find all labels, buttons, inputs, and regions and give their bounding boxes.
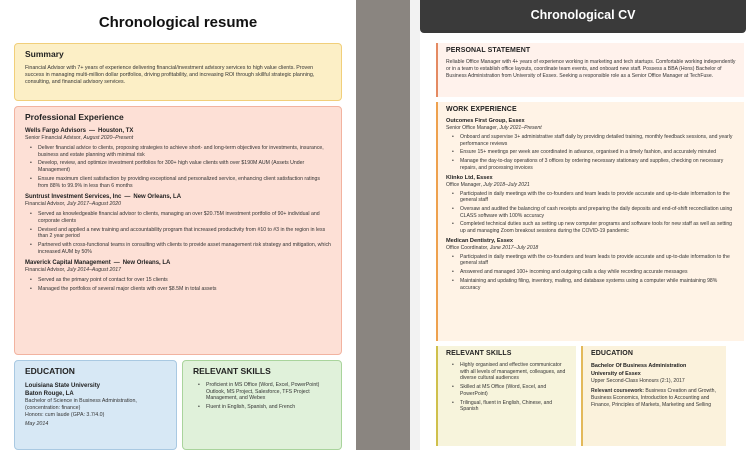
job-dates: July 2021–Present bbox=[499, 125, 542, 131]
skill-item: • Trilingual, fluent in English, Chinese, and Spanish bbox=[460, 400, 568, 413]
statement-heading: PERSONAL STATEMENT bbox=[446, 47, 531, 54]
job-dates: June 2017–July 2018 bbox=[489, 244, 539, 251]
job-bullet: • Served as knowledgeable financial advisor to clients, managing an over $20.75M investment portfolio of 90+ individual and corporate clients bbox=[38, 211, 331, 224]
experience-section bbox=[14, 106, 342, 355]
education-degree: Bachelor of Science in Business Administration, (concentration: finance) bbox=[25, 398, 137, 411]
job-bullet: • Deliver financial advice to clients, proposing strategies to achieve short- and long-term objectives for investments, insurance, business and estate planning with minimal risk bbox=[38, 145, 331, 158]
cv-skills-section bbox=[436, 346, 576, 446]
summary-section bbox=[14, 43, 342, 101]
job-bullet: • Partnered with cross-functional teams in consulting with clients to provide asset management risk strategy and mitigation, which increased AUM by 50% bbox=[38, 242, 331, 255]
job-entry: Wells Fargo Advisors — Houston, TX Senior Financial Advisor, August 2020–Present • Deliver financial advice to clients, proposing strategies to achieve short- and long-term objectives for investments, insurance, business and estate planning with minimal risk • Develop, review, and optimize investment portfolios for 300+ high value clients with over $190M AUM (Assets Under Management) • Ensure maximum client satisfaction by providing exceptional and personalized service, enhancing client satisfaction ratings from 88% to 99.9% in less than 6 months bbox=[25, 128, 331, 189]
job-company: Klinko Ltd, Essex bbox=[446, 174, 493, 181]
skill-item: • Highly organised and effective communicator with all levels of management, colleagues, and diverse cultural audiences bbox=[460, 362, 568, 382]
job-bullet: • Manage the day-to-day operations of 3 offices by ordering necessary stationary and supplies, checking on necessary repairs, and processing invoices bbox=[460, 158, 736, 171]
job-entry bbox=[446, 175, 736, 235]
work-heading: WORK EXPERIENCE bbox=[446, 106, 517, 113]
cv-education-degree: Bachelor Of Business Administration bbox=[591, 363, 687, 369]
job-bullet: • Managed the portfolios of several major clients with over $8.5M in total assets bbox=[38, 286, 331, 293]
job-role: Financial Advisor, bbox=[25, 201, 66, 208]
job-bullet: • Participated in daily meetings with the co-founders and team leads to provide accurate and up-to-date information to the general staff bbox=[460, 254, 736, 267]
job-entry: Suntrust Investment Services, Inc — New Orleans, LA Financial Advisor, July 2017–August 2020 • Served as knowledgeable financial advisor to clients, managing an over $20.75M investment portfolio of 90+ individual and corporate clients • Devised and applied a new training and accountability program that increased productivity from #10 to #3 in the region in less than 2 year period • Partnered with cross-functional teams in consulting with clients to provide asset management risk strategy and mitigation, which increased AUM by 50% bbox=[25, 194, 331, 255]
work-experience-section bbox=[436, 102, 744, 341]
coursework-text: Business Creation and Growth, Business Economics, Introduction to Accounting and Finance, Principles of Markets, Marketing and Selling bbox=[591, 388, 716, 408]
statement-text: Reliable Office Manager with 4+ years of experience working in marketing and tech startups. Comfortable working independently or in a team to establish office layouts, coordinate team events, and onboard new staff. Possess a BBA (Hons) Bachelor of Business Administration from University of Essex. Seeking a responsible role as a Senior Office Manager at TechFuse. bbox=[446, 59, 736, 79]
experience-heading: Professional Experience bbox=[25, 112, 124, 122]
job-bullet: • Devised and applied a new training and accountability program that increased productivity from #10 to #3 in the region in less than 2 year period bbox=[38, 227, 331, 240]
skill-item: • Proficient in MS Office (Word, Excel, PowerPoint) Outlook, MS Project, Salesforce, TFS Project Management, and Webex bbox=[206, 382, 331, 402]
job-dates: July 2018–July 2021 bbox=[483, 181, 530, 188]
job-role: Senior Office Manager, bbox=[446, 125, 499, 131]
job-company: Medican Dentistry, Essex bbox=[446, 237, 514, 244]
job-bullet: • Completed technical duties such as setting up new computer programs and software tools for new staff as well as setting up and managing Zoom breakout sessions during the COVID-19 pandemic bbox=[460, 221, 736, 234]
personal-statement-section bbox=[436, 43, 744, 97]
job-bullet: • Ensure 15+ meetings per week are coordinated in advance, organised in a timely fashion, and accurately minuted bbox=[460, 149, 736, 156]
cv-education-heading: EDUCATION bbox=[591, 350, 633, 357]
job-location: New Orleans, LA bbox=[133, 194, 182, 201]
skill-item: • Fluent in English, Spanish, and French bbox=[206, 404, 331, 411]
job-bullet: • Served as the primary point of contact for over 15 clients bbox=[38, 277, 331, 284]
job-entry bbox=[446, 238, 736, 292]
job-bullet: • Oversaw and audited the balancing of cash receipts and preparing the daily deposits and end-of-shift reconciliation using CLASS software with 100% accuracy bbox=[460, 206, 736, 219]
job-location: Houston, TX bbox=[98, 128, 134, 134]
chronological-resume-page bbox=[0, 0, 356, 450]
cv-education-school: University of Essex bbox=[591, 371, 641, 377]
summary-heading: Summary bbox=[25, 49, 64, 59]
job-dates: July 2017–August 2020 bbox=[66, 201, 122, 208]
cv-title: Chronological CV bbox=[420, 0, 746, 33]
job-company: Suntrust Investment Services, Inc bbox=[25, 194, 122, 201]
resume-title: Chronological resume bbox=[98, 14, 258, 31]
education-date: May 2014 bbox=[25, 421, 49, 427]
education-section bbox=[14, 360, 177, 450]
summary-text: Financial Advisor with 7+ years of experience delivering financial/investment advisory services to high value clients. Proven success in managing multi-million dollar portfolios, driving profitability, and increasing ROI through skillful strategic planning, consulting, and financial advisory services. bbox=[25, 65, 315, 86]
job-bullet: • Ensure maximum client satisfaction by providing exceptional and personalized service, enhancing client satisfaction ratings from 88% to 99.9% in less than 6 months bbox=[38, 176, 331, 189]
job-location: New Orleans, LA bbox=[122, 260, 171, 267]
job-bullet: • Participated in daily meetings with the co-founders and team leads to provide accurate and up-to-date information to the general staff bbox=[460, 191, 736, 204]
education-location: Baton Rouge, LA bbox=[25, 391, 74, 397]
skills-heading: RELEVANT SKILLS bbox=[193, 366, 271, 376]
job-bullet: • Onboard and supervise 3+ administrative staff daily by providing detailed training, monthly feedback sessions, and yearly performance reviews bbox=[460, 134, 736, 147]
cv-skills-heading: RELEVANT SKILLS bbox=[446, 350, 512, 357]
job-role: Office Manager, bbox=[446, 181, 482, 188]
job-bullet: • Develop, review, and optimize investment portfolios for 300+ high value clients with over $190M AUM (Assets Under Management) bbox=[38, 160, 331, 173]
job-dates: July 2014–August 2017 bbox=[66, 267, 122, 274]
job-role: Office Coordinator, bbox=[446, 244, 489, 251]
cv-education-honours: Upper Second-Class Honours (2:1), 2017 bbox=[591, 378, 685, 384]
chronological-cv-page bbox=[420, 0, 750, 450]
skills-section bbox=[182, 360, 342, 450]
job-role: Senior Financial Advisor, bbox=[25, 135, 82, 141]
job-bullet: • Maintaining and updating filing, inventory, mailing, and database systems using a computer while maintaining 98% accuracy bbox=[460, 278, 736, 291]
job-company: Maverick Capital Management bbox=[25, 260, 111, 267]
job-dates: August 2020–Present bbox=[83, 135, 134, 141]
education-honors: Honors: cum laude (GPA: 3.7/4.0) bbox=[25, 412, 105, 418]
education-school: Louisiana State University bbox=[25, 383, 101, 389]
job-company: Outcomes First Group, Essex bbox=[446, 118, 525, 124]
cv-education-section bbox=[581, 346, 726, 446]
education-heading: EDUCATION bbox=[25, 366, 75, 376]
skill-item: • Skilled at MS Office (Word, Excel, and PowerPoint) bbox=[460, 384, 568, 397]
coursework-label: Relevant coursework: bbox=[591, 388, 644, 394]
job-entry: Maverick Capital Management — New Orleans, LA Financial Advisor, July 2014–August 2017 • Served as the primary point of contact for over 15 clients • Managed the portfolios of several major clients with over $8.5M in total assets bbox=[25, 260, 331, 292]
job-entry bbox=[446, 118, 736, 172]
job-bullet: • Answered and managed 100+ incoming and outgoing calls a day while recording accurate messages bbox=[460, 269, 736, 276]
job-company: Wells Fargo Advisors bbox=[25, 128, 87, 134]
page-edge bbox=[410, 0, 420, 450]
job-role: Financial Advisor, bbox=[25, 267, 66, 274]
